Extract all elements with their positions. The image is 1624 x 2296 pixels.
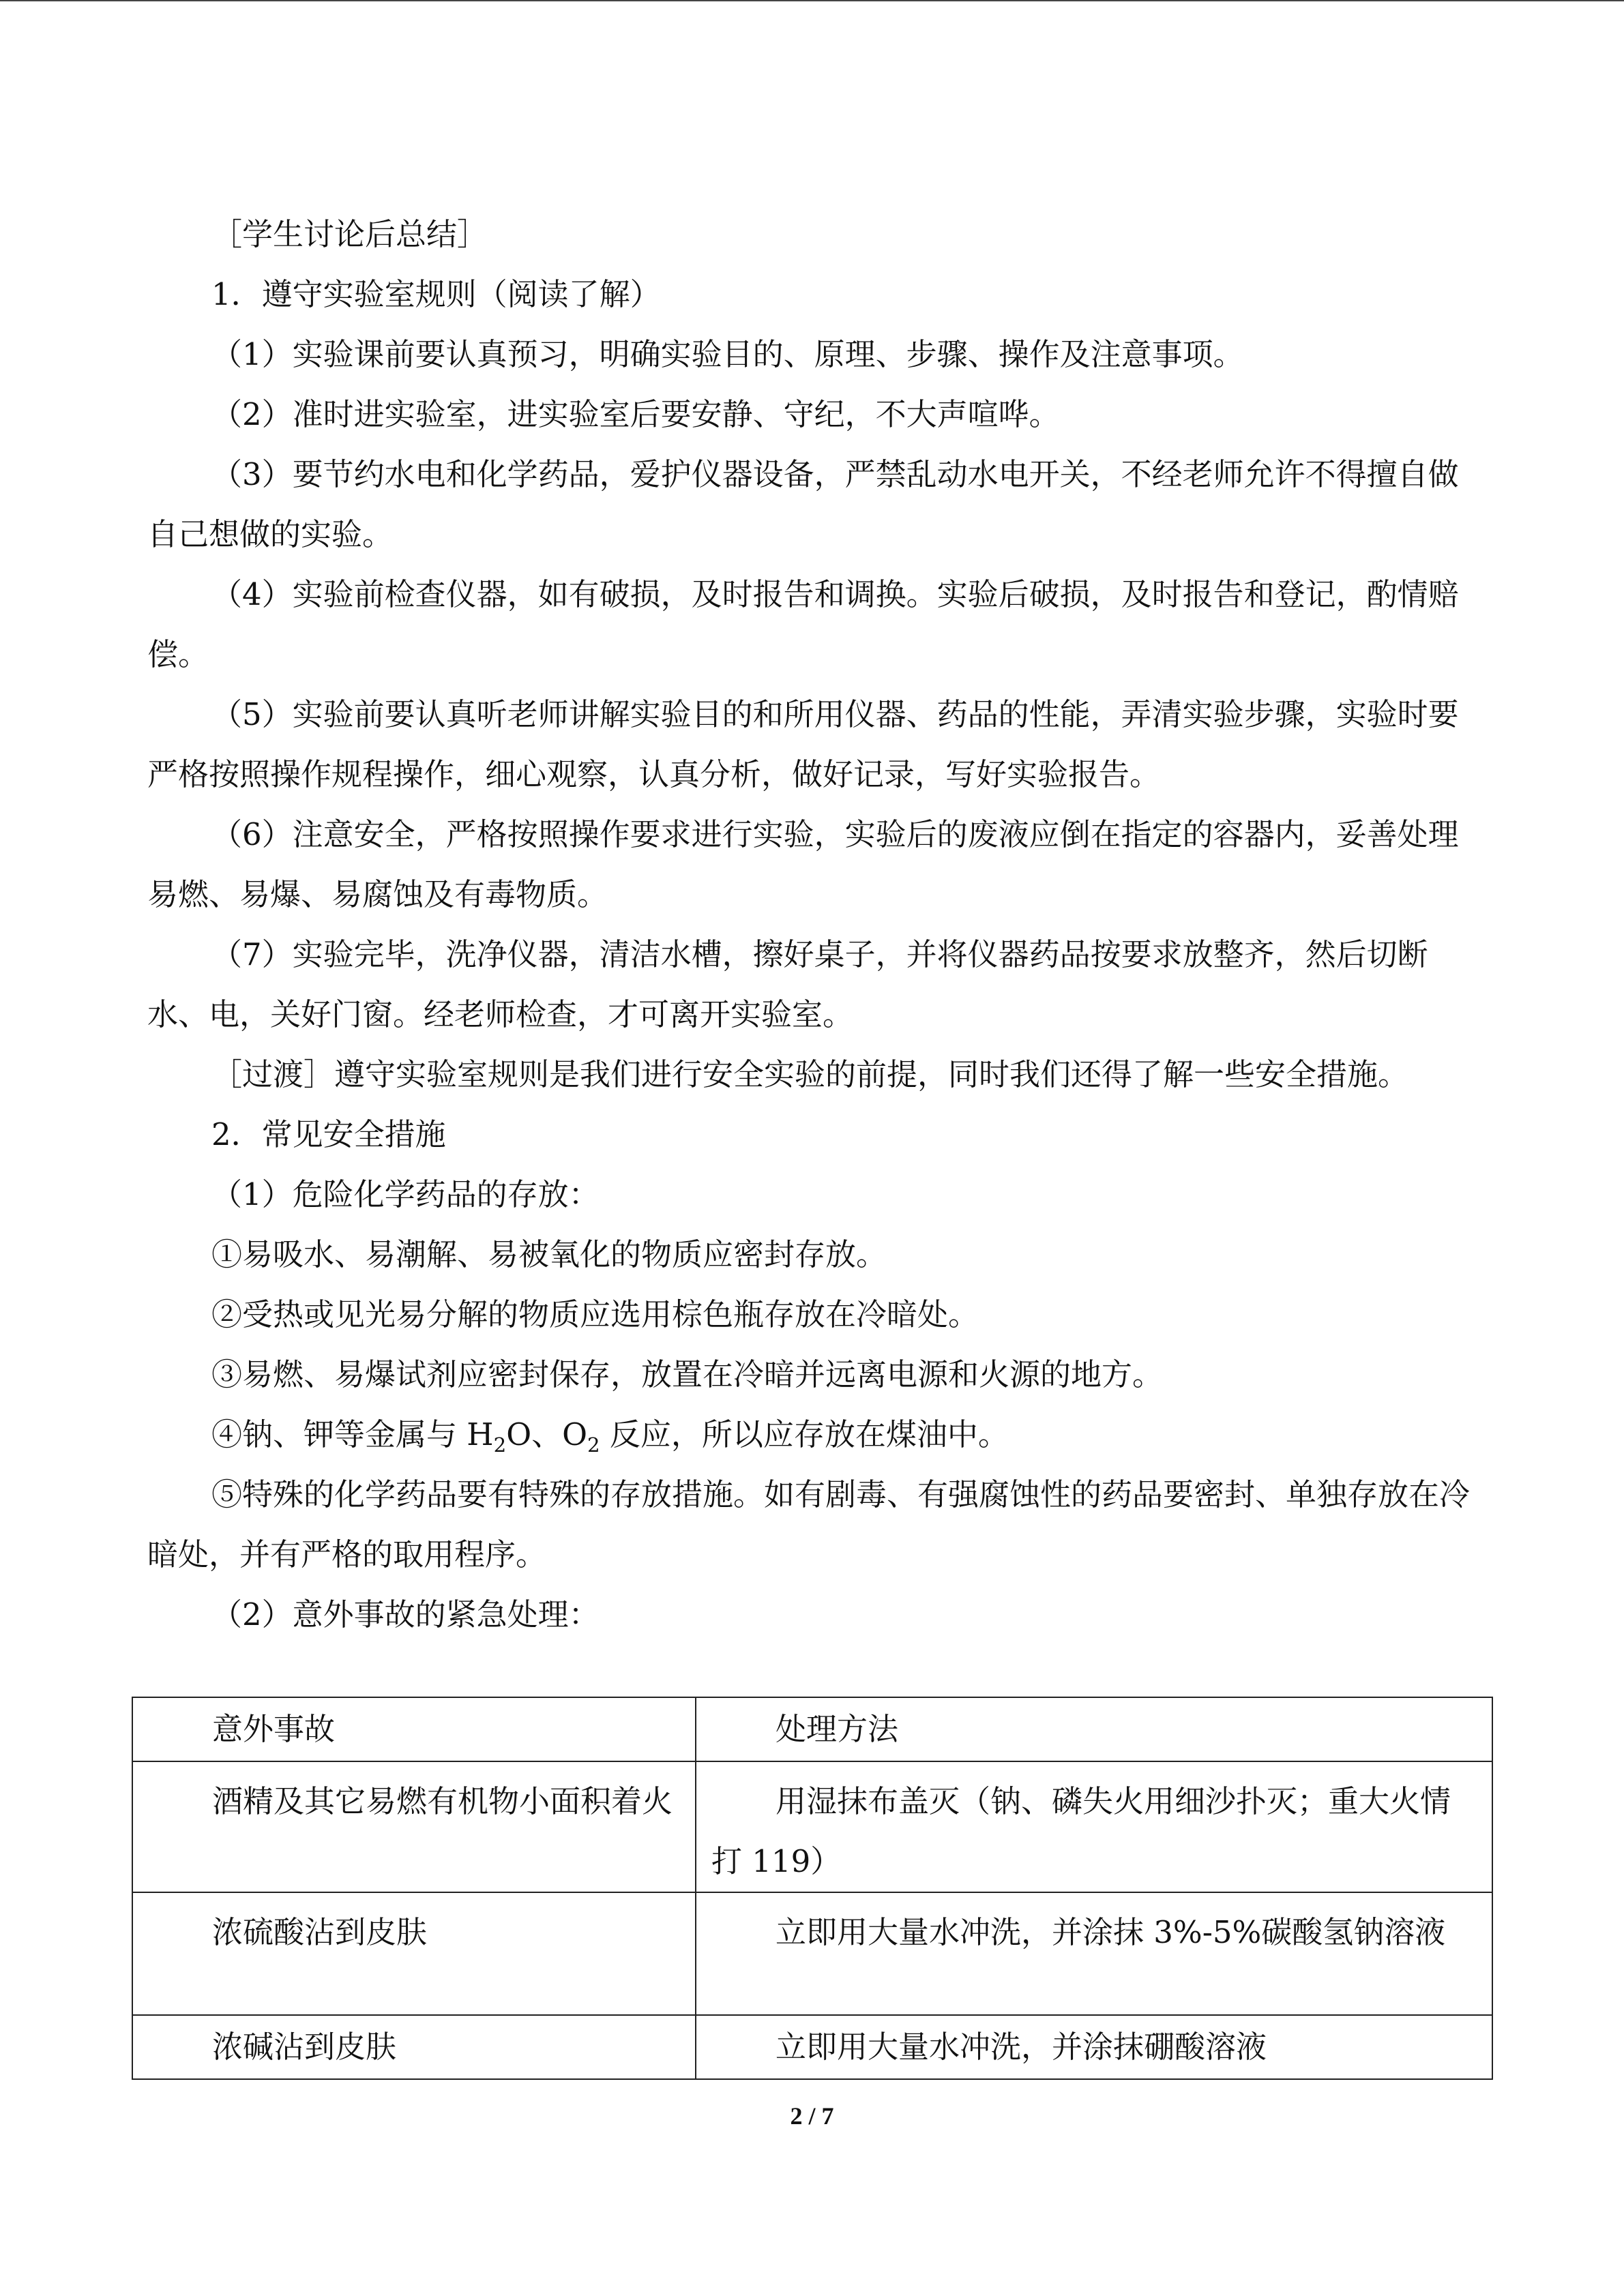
storage-item-4-mid: O、O	[506, 1416, 587, 1452]
h2o-subscript: 2	[493, 1433, 507, 1457]
table-cell-method: 用湿抹布盖灭（钠、磷失火用细沙扑灭；重大火情打 119）	[696, 1761, 1492, 1892]
table-header-accident: 意外事故	[132, 1697, 696, 1761]
rule-2: （2）准时进实验室，进实验室后要安静、守纪，不大声喧哗。	[211, 396, 1060, 432]
table-cell-accident: 酒精及其它易燃有机物小面积着火	[132, 1761, 696, 1892]
storage-item-4-prefix: ④钠、钾等金属与 H	[211, 1416, 494, 1452]
rule-7: （7）实验完毕，洗净仪器，清洁水槽，擦好桌子，并将仪器药品按要求放整齐，然后切断水、电，关好门窗。经老师检查，才可离开实验室。	[147, 936, 1428, 1032]
section-summary-heading: ［学生讨论后总结］	[211, 216, 488, 252]
emergency-table	[132, 1697, 1493, 2080]
page-number: 2 / 7	[790, 2102, 834, 2130]
table-row	[132, 1892, 1492, 2015]
o2-subscript: 2	[587, 1433, 600, 1457]
subsection-emergency-heading: （2）意外事故的紧急处理：	[211, 1596, 600, 1632]
table-cell-accident: 浓硫酸沾到皮肤	[132, 1892, 696, 2015]
storage-item-3: ③易燃、易爆试剂应密封保存，放置在冷暗并远离电源和火源的地方。	[211, 1356, 1164, 1392]
storage-item-2: ②受热或见光易分解的物质应选用棕色瓶存放在冷暗处。	[211, 1296, 979, 1332]
storage-item-4-suffix: 反应，所以应存放在煤油中。	[600, 1416, 1009, 1452]
table-row	[132, 2015, 1492, 2079]
rule-6: （6）注意安全，严格按照操作要求进行实验，实验后的废液应倒在指定的容器内，妥善处理易燃、易爆、易腐蚀及有毒物质。	[147, 816, 1459, 912]
rule-4: （4）实验前检查仪器，如有破损，及时报告和调换。实验后破损，及时报告和登记，酌情赔偿。	[147, 576, 1459, 672]
rule-3: （3）要节约水电和化学药品，爱护仪器设备，严禁乱动水电开关，不经老师允许不得擅自做自己想做的实验。	[147, 456, 1459, 552]
page-top-border	[0, 0, 1624, 1]
storage-item-4	[147, 1405, 1476, 1465]
subsection-storage-heading: （1）危险化学药品的存放：	[211, 1176, 600, 1212]
rule-1: （1）实验课前要认真预习，明确实验目的、原理、步骤、操作及注意事项。	[211, 336, 1244, 372]
storage-item-1: ①易吸水、易潮解、易被氧化的物质应密封存放。	[211, 1236, 887, 1272]
table-cell-method: 立即用大量水冲洗，并涂抹 3%-5%碳酸氢钠溶液	[696, 1892, 1492, 2015]
section-1-heading: 1．遵守实验室规则（阅读了解）	[211, 276, 661, 312]
table-header-method: 处理方法	[696, 1697, 1492, 1761]
table-header-row	[132, 1697, 1492, 1761]
table-cell-accident: 浓碱沾到皮肤	[132, 2015, 696, 2079]
rule-5: （5）实验前要认真听老师讲解实验目的和所用仪器、药品的性能，弄清实验步骤，实验时要严格按照操作规程操作，细心观察，认真分析，做好记录，写好实验报告。	[147, 696, 1459, 792]
section-2-heading: 2．常见安全措施	[211, 1116, 446, 1152]
table-row	[132, 1761, 1492, 1892]
transition-paragraph: ［过渡］遵守实验室规则是我们进行安全实验的前提，同时我们还得了解一些安全措施。	[211, 1056, 1409, 1092]
document-body	[147, 205, 1476, 1645]
table-cell-method: 立即用大量水冲洗，并涂抹硼酸溶液	[696, 2015, 1492, 2079]
storage-item-5: ⑤特殊的化学药品要有特殊的存放措施。如有剧毒、有强腐蚀性的药品要密封、单独存放在冷暗处，并有严格的取用程序。	[147, 1476, 1471, 1572]
